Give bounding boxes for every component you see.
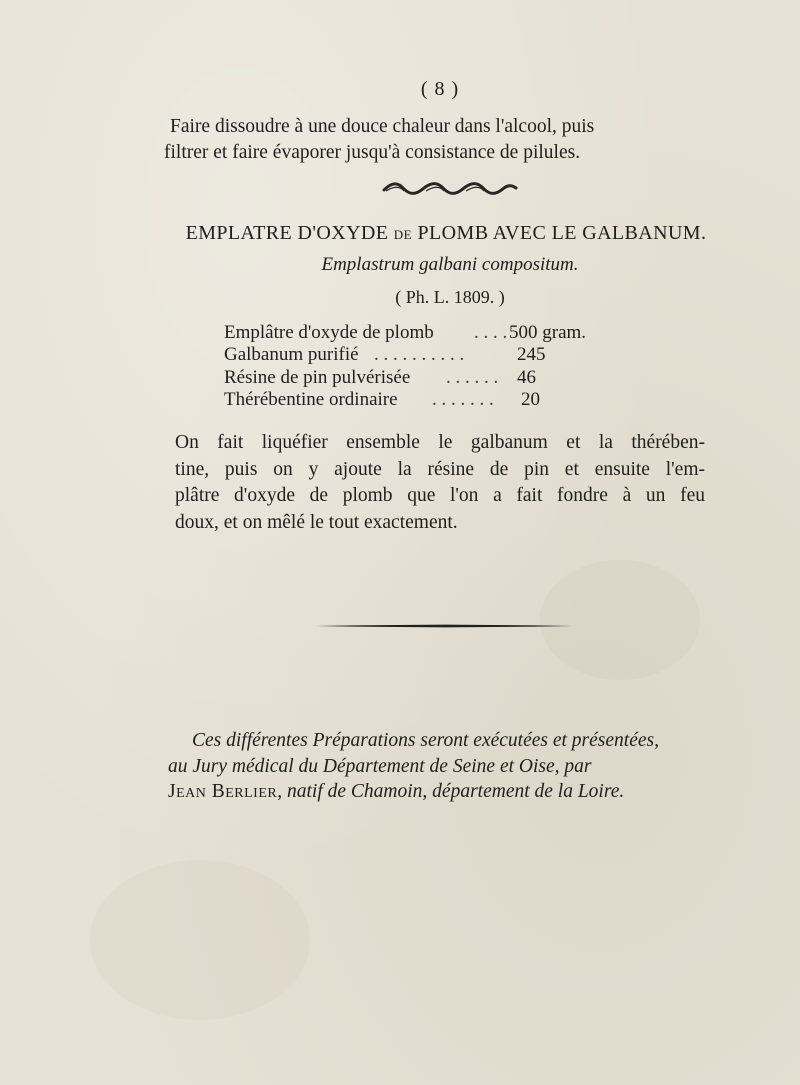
title-part: PLOMB AVEC LE GALBANUM.	[412, 222, 707, 244]
instructions-line: plâtre d'oxyde de plomb que l'on a fait fondre à un feu	[175, 485, 705, 506]
ingredient-quantity: 46	[517, 366, 536, 388]
title-small-caps: DE	[393, 227, 413, 242]
recipe-title	[166, 222, 726, 245]
section-rule	[315, 624, 573, 628]
closing-note	[168, 728, 708, 805]
ingredient-row	[224, 344, 664, 366]
intro-paragraph	[164, 114, 705, 163]
ingredient-name: Thérébentine ordinaire	[224, 388, 398, 410]
ingredient-name: Résine de pin pulvérisée	[224, 366, 411, 388]
dot-leader: . . . . . . .	[432, 388, 494, 410]
instructions-line: On fait liquéfier ensemble le galbanum et la thérében-	[175, 432, 705, 453]
title-part: EMPLATRE D'OXYDE	[185, 222, 394, 244]
page-number: ( 8 )	[420, 78, 460, 100]
dot-leader: . . . . . .	[446, 366, 499, 388]
ingredient-name: Galbanum purifié	[224, 344, 359, 366]
latin-name: Emplastrum galbani compositum.	[321, 254, 579, 275]
instructions-line: doux, et on mêlé le tout exactement.	[175, 511, 458, 533]
paper-stain	[90, 860, 310, 1020]
ingredient-row	[224, 322, 664, 344]
instructions-paragraph	[175, 430, 705, 536]
author-name: Jean Berlier	[168, 781, 278, 802]
ingredient-row	[224, 389, 664, 411]
ingredient-row	[224, 367, 664, 389]
wavy-ornament-icon	[380, 180, 520, 198]
dot-leader: . . . . . . . . . .	[374, 344, 465, 366]
intro-line: filtrer et faire évaporer jusqu'à consistance de pilules.	[164, 142, 581, 163]
instructions-line: tine, puis on y ajoute la résine de pin et ensuite l'em-	[175, 458, 705, 480]
closing-line: Ces différentes Préparations seront exécutées et présentées,	[192, 730, 659, 751]
ingredient-list	[224, 322, 664, 411]
pharmacopoeia-reference: ( Ph. L. 1809. )	[395, 287, 505, 307]
intro-line: Faire dissoudre à une douce chaleur dans l'alcool, puis	[170, 116, 595, 137]
dot-leader: . . . .	[474, 322, 508, 343]
paper-stain	[540, 560, 700, 680]
ingredient-quantity: 20	[521, 388, 540, 410]
closing-line	[168, 779, 708, 805]
ingredient-quantity: 500 gram.	[509, 322, 587, 343]
closing-line: au Jury médical du Département de Seine et Oise, par	[168, 755, 592, 777]
ingredient-name: Emplâtre d'oxyde de plomb	[224, 322, 434, 343]
author-origin: , natif de Chamoin, département de la Loire.	[277, 781, 625, 802]
ingredient-quantity: 245	[517, 344, 546, 366]
